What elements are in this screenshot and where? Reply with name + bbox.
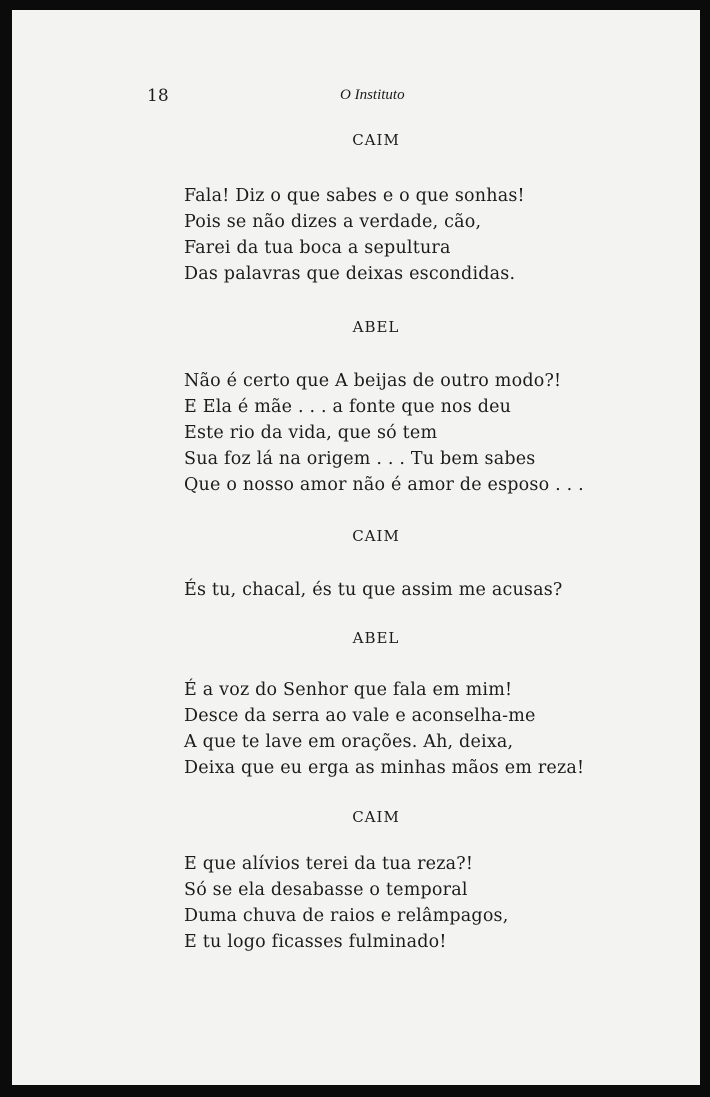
- verse-line: E que alívios terei da tua reza?!: [184, 854, 474, 874]
- verse-line: Deixa que eu erga as minhas mãos em reza!: [184, 758, 585, 778]
- verse-line: Este rio da vida, que só tem: [184, 423, 438, 443]
- verse-line: Pois se não dizes a verdade, cão,: [184, 212, 482, 232]
- verse-line: Que o nosso amor não é amor de esposo . . .: [184, 475, 584, 495]
- verse-stanza: [184, 368, 584, 498]
- verse-line: Fala! Diz o que sabes e o que sonhas!: [184, 186, 525, 206]
- speaker-name: CAIM: [352, 808, 400, 826]
- verse-line: A que te lave em orações. Ah, deixa,: [184, 732, 514, 752]
- running-title: O Instituto: [340, 87, 405, 103]
- verse-stanza: [184, 851, 509, 955]
- speaker-name: ABEL: [352, 318, 400, 336]
- speaker-name: CAIM: [352, 131, 400, 149]
- speaker-name: ABEL: [352, 629, 400, 647]
- verse-stanza: [184, 183, 525, 287]
- book-page: [12, 10, 700, 1085]
- verse-line: É a voz do Senhor que fala em mim!: [184, 680, 513, 700]
- verse-line: Farei da tua boca a sepultura: [184, 238, 451, 258]
- verse-line: Só se ela desabasse o temporal: [184, 880, 468, 900]
- verse-line: Não é certo que A beijas de outro modo?!: [184, 371, 562, 391]
- verse-line: Duma chuva de raios e relâmpagos,: [184, 906, 509, 926]
- speaker-name: CAIM: [352, 527, 400, 545]
- verse-stanza: [184, 677, 584, 781]
- verse-line: És tu, chacal, és tu que assim me acusas?: [184, 580, 563, 600]
- page-number: 18: [147, 86, 169, 106]
- verse-line: Desce da serra ao vale e aconselha-me: [184, 706, 536, 726]
- verse-line: E Ela é mãe . . . a fonte que nos deu: [184, 397, 512, 417]
- verse-line: Sua foz lá na origem . . . Tu bem sabes: [184, 449, 536, 469]
- verse-line: Das palavras que deixas escondidas.: [184, 264, 516, 284]
- verse-stanza: [184, 577, 563, 603]
- verse-line: E tu logo ficasses fulminado!: [184, 932, 447, 952]
